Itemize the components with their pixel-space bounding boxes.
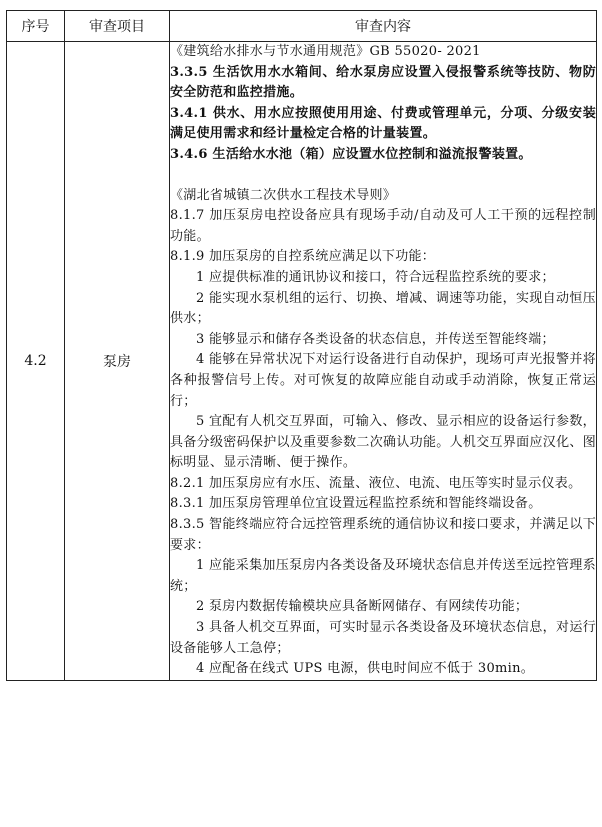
- guide-clause: 8.2.1 加压泵房应有水压、流量、液位、电流、电压等实时显示仪表。: [170, 475, 582, 491]
- row-item: 泵房: [65, 42, 170, 681]
- guide-sub-item: 3 具备人机交互界面，可实时显示各类设备及环境状态信息，对运行设备能够人工急停；: [170, 620, 596, 656]
- row-content: [170, 42, 597, 681]
- guide-sub-item: 1 应能采集加压泵房内各类设备及环境状态信息并传送至远控管理系统；: [170, 558, 596, 594]
- guide-clause: 8.3.5 智能终端应符合远控管理系统的通信协议和接口要求，并满足以下要求：: [170, 517, 596, 553]
- table-header-row: [7, 11, 597, 42]
- guide-sub-item: 4 能够在异常状况下对运行设备进行自动保护，现场可声光报警并将各种报警信号上传。对可恢复的故障应能自动或手动消除，恢复正常运行；: [170, 352, 596, 409]
- guide-clause: 8.1.7 加压泵房电控设备应具有现场手动/自动及可人工干预的远程控制功能。: [170, 208, 596, 244]
- guide-sub-item: 4 应配备在线式 UPS 电源，供电时间应不低于 30min。: [196, 661, 535, 677]
- guide-clause: 8.3.1 加压泵房管理单位宜设置远程监控系统和智能终端设备。: [170, 496, 542, 512]
- paragraph-gap: [170, 166, 596, 186]
- national-clause: 3.4.6 生活给水水池（箱）应设置水位控制和溢流报警装置。: [170, 146, 532, 162]
- guide-sub-item: 3 能够显示和储存各类设备的状态信息，并传送至智能终端；: [196, 331, 555, 347]
- header-seq: 序号: [7, 11, 65, 42]
- guide-sub-item: 1 应提供标准的通讯协议和接口，符合远程监控系统的要求；: [196, 269, 555, 285]
- guide-sub-item: 2 泵房内数据传输模块应具备断网储存、有网续传功能；: [196, 599, 529, 615]
- national-standard-title: 《建筑给水排水与节水通用规范》GB 55020- 2021: [170, 44, 481, 59]
- header-item: 审查项目: [65, 11, 170, 42]
- guide-sub-item: 5 宜配有人机交互界面，可输入、修改、显示相应的设备运行参数，具备分级密码保护以及重要参数二次确认功能。人机交互界面应汉化、图标明显、显示清晰、便于操作。: [170, 414, 596, 471]
- table-row: [7, 42, 597, 681]
- national-clause: 3.3.5 生活饮用水水箱间、给水泵房应设置入侵报警系统等技防、物防安全防范和监控措施。: [170, 64, 596, 101]
- provincial-guide-title: 《湖北省城镇二次供水工程技术导则》: [170, 187, 397, 203]
- national-clause: 3.4.1 供水、用水应按照使用用途、付费或管理单元，分项、分级安装满足使用需求和经计量检定合格的计量装置。: [170, 105, 596, 142]
- row-seq: 4.2: [7, 42, 65, 681]
- header-content: 审查内容: [170, 11, 597, 42]
- guide-clause: 8.1.9 加压泵房的自控系统应满足以下功能：: [170, 249, 436, 265]
- review-table: [6, 10, 597, 681]
- guide-sub-item: 2 能实现水泵机组的运行、切换、增减、调速等功能，实现自动恒压供水；: [170, 290, 596, 327]
